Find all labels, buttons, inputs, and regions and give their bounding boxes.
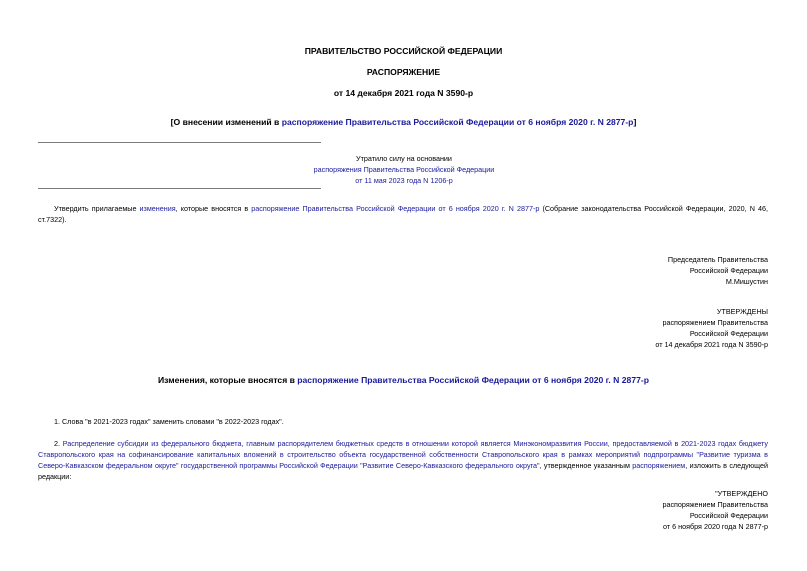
doc-title: [0, 117, 807, 128]
item-2-num: 2.: [54, 439, 63, 448]
item-1: 1. Слова "в 2021-2023 годах" заменить словами "в 2022-2023 годах".: [54, 417, 284, 426]
approved-line3: Российской Федерации: [689, 329, 768, 338]
signature-line1: Председатель Правительства: [667, 255, 768, 264]
signature-line2: Российской Федерации: [689, 266, 768, 275]
body-part3: (Собрание законодательства Российской Федерации, 2020, N 46, ст.7322).: [38, 204, 768, 224]
body-part1: Утвердить прилагаемые: [54, 204, 140, 213]
repeal-note-link-2[interactable]: от 11 мая 2023 года N 1206-р: [355, 176, 453, 185]
approved-block: [468, 306, 768, 350]
repeal-note-link-1[interactable]: распоряжения Правительства Российской Федерации: [313, 165, 495, 174]
item-2-order-link[interactable]: распоряжением: [632, 461, 686, 470]
repeal-note: [254, 153, 554, 186]
item-2: [38, 438, 768, 482]
changes-link[interactable]: изменения: [139, 204, 176, 213]
approved-line1: УТВЕРЖДЕНЫ: [716, 307, 768, 316]
doc-title-close: ]: [633, 117, 637, 127]
doc-date-number: от 14 декабря 2021 года N 3590-р: [333, 88, 474, 98]
org-name: ПРАВИТЕЛЬСТВО РОССИЙСКОЙ ФЕДЕРАЦИИ: [304, 46, 503, 56]
approved2-line4: от 6 ноября 2020 года N 2877-р: [663, 522, 768, 531]
doc-type: РАСПОРЯЖЕНИЕ: [366, 67, 441, 77]
body-paragraph: [38, 203, 768, 225]
changes-title: [0, 375, 807, 386]
approved-line2: распоряжением Правительства: [662, 318, 768, 327]
approved-block-2: [468, 488, 768, 532]
separator-top: [38, 142, 321, 143]
doc-title-link[interactable]: распоряжение Правительства Российской Федерации от 6 ноября 2020 г. N 2877-р: [281, 117, 634, 127]
repeal-note-line1: Утратило силу на основании: [356, 154, 452, 163]
approved2-line2: распоряжением Правительства: [662, 500, 768, 509]
separator-bottom: [38, 188, 321, 189]
signature-block: [468, 254, 768, 287]
item-2-part2: , утвержденное указанным: [539, 461, 633, 470]
approved2-line1: "УТВЕРЖДЕНО: [715, 489, 768, 498]
order-link[interactable]: распоряжение Правительства Российской Федерации от 6 ноября 2020 г. N 2877-р: [251, 204, 540, 213]
changes-title-prefix: Изменения, которые вносятся в: [158, 375, 298, 385]
item-2-distribution-link[interactable]: Распределение субсидии из федерального бюджета, главным распорядителем бюджетных средств в отношении которой является Минэкономразвития России, предоставляемой в 2021-2023 годах бюджету Ставропольского края на софинансирование капитальных вложений в строительство объекта государственной собственности Ставропольского края в рамках мероприятий подпрограммы "Развитие туризма в Северо-Кавказском федеральном округе" государственной программы Российской Федерации "Развитие Северо-Кавказского федерального округа": [38, 439, 768, 470]
changes-title-link[interactable]: распоряжение Правительства Российской Федерации от 6 ноября 2020 г. N 2877-р: [297, 375, 649, 385]
body-part2: , которые вносятся в: [175, 204, 252, 213]
item-2-part3: , изложить в следующей редакции:: [38, 461, 768, 481]
doc-title-open: [О внесении изменений в: [170, 117, 282, 127]
approved-line4: от 14 декабря 2021 года N 3590-р: [655, 340, 768, 349]
signature-name: М.Мишустин: [725, 277, 768, 286]
approved2-line3: Российской Федерации: [689, 511, 768, 520]
